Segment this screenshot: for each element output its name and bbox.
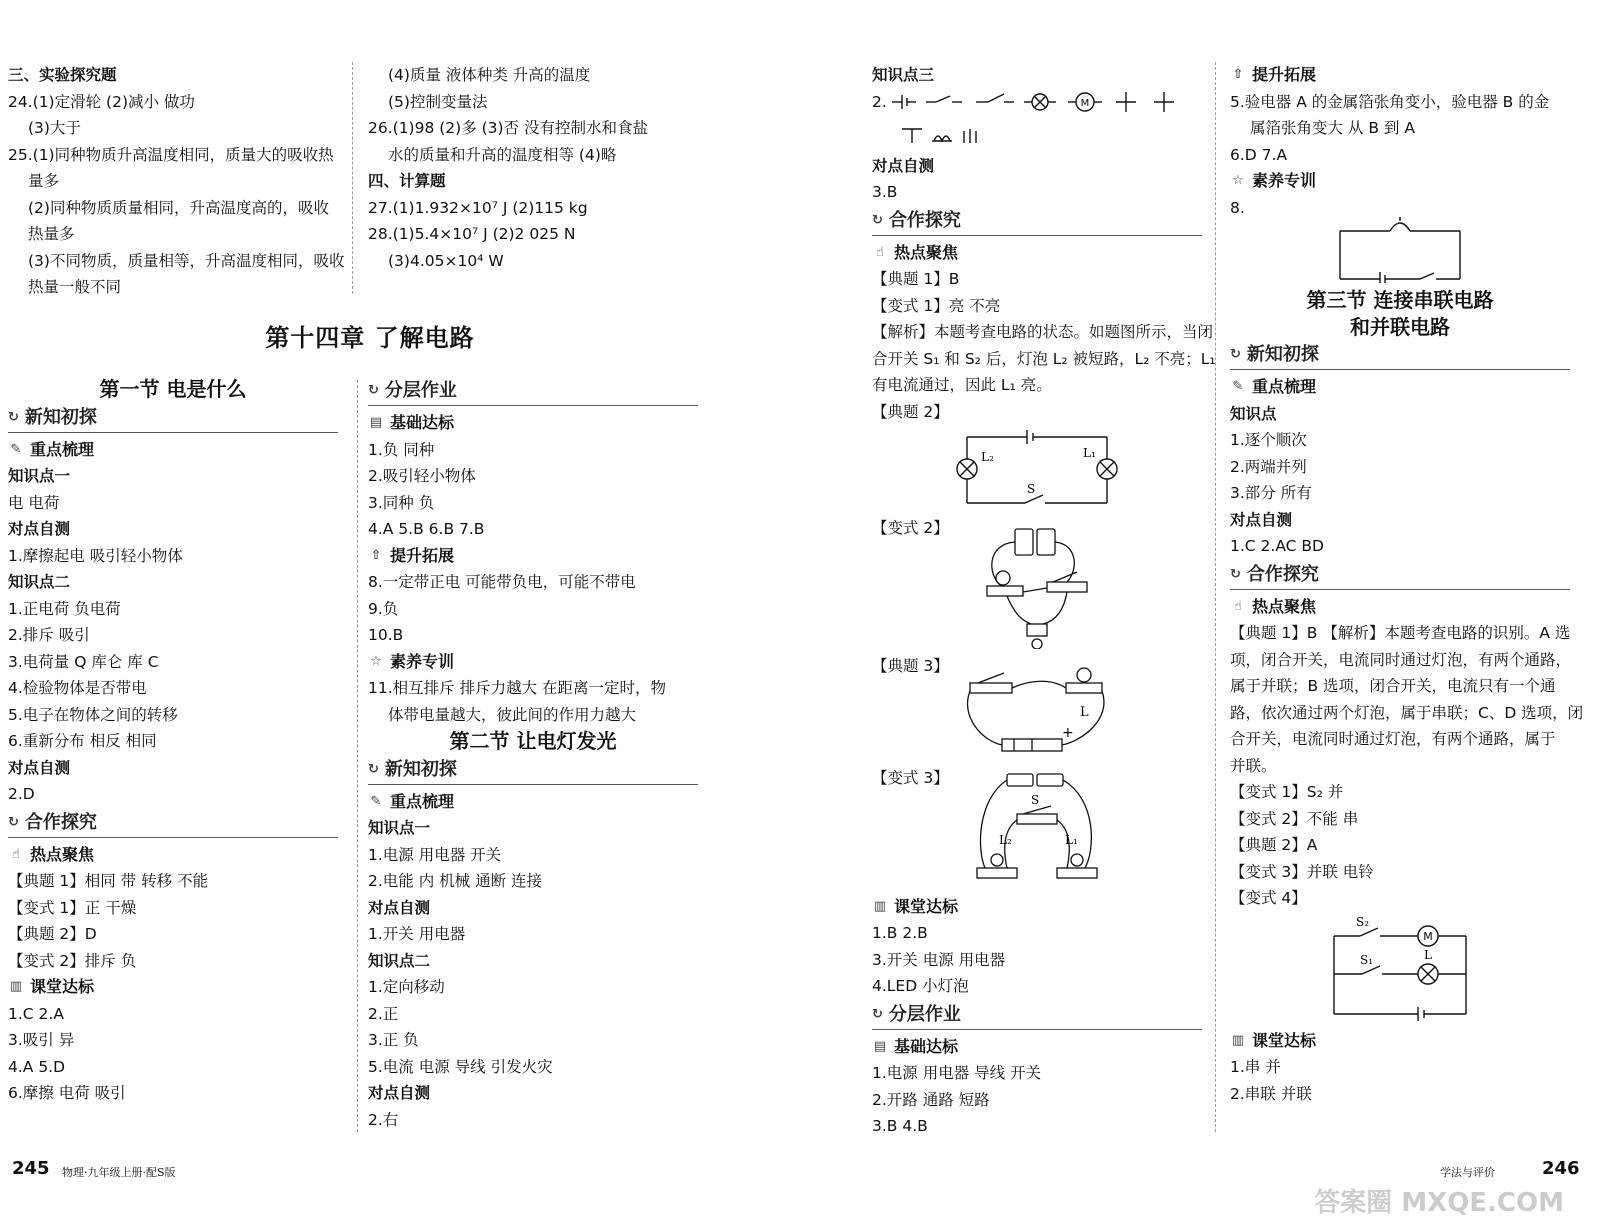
- section-title: 第一节 电是什么: [99, 377, 247, 401]
- text-line: 【变式 1】S₂ 并: [1230, 783, 1344, 801]
- text-line: 【典题 2】D: [8, 925, 97, 943]
- answer-line: 3.B: [872, 183, 898, 201]
- text-line: 【变式 1】正 干燥: [8, 898, 137, 917]
- text-line: 1.电源 用电器 导线 开关: [872, 1064, 1042, 1082]
- text-line: 6.摩擦 电荷 吸引: [8, 1084, 126, 1102]
- text-line: 【典题 1】相同 带 转移 不能: [8, 872, 209, 890]
- page-number: 246: [1542, 1158, 1580, 1179]
- text-block: [872, 1060, 1202, 1140]
- column-divider: [352, 62, 353, 294]
- bell-circuit-diagram: [1330, 217, 1470, 283]
- text-line: 热量多: [28, 225, 75, 243]
- text-line: (4)质量 液体种类 升高的温度: [388, 66, 591, 84]
- text-line: 2.电能 内 机械 通断 连接: [368, 872, 542, 890]
- label-l2: L₂: [999, 832, 1012, 847]
- text-line: 【变式 2】不能 串: [1230, 809, 1359, 828]
- text-line: 属箔张角变大 从 B 到 A: [1250, 119, 1415, 137]
- item-number: 2.: [872, 92, 887, 111]
- text-line: 热量一般不同: [28, 278, 122, 296]
- text-line: 1.串 并: [1230, 1058, 1281, 1076]
- text-line: 【变式 3】并联 电铃: [1230, 862, 1374, 881]
- text-line: 对点自测: [1230, 510, 1293, 529]
- text-line: 6.D 7.A: [1230, 145, 1288, 164]
- kp-heading: 知识点三: [872, 66, 935, 84]
- subheader-label: 提升拓展: [390, 545, 455, 565]
- label-l1: L₁: [1065, 832, 1078, 847]
- label-l2: L₂: [981, 450, 994, 464]
- text-line: (3)大于: [28, 119, 81, 137]
- text-line: 有电流通过，因此 L₁ 亮。: [872, 376, 1052, 394]
- subheader-label: 重点梳理: [390, 791, 455, 811]
- physical-circuit-bianshi2: [967, 524, 1107, 649]
- section-header: [872, 208, 1202, 236]
- symbol-row: [872, 89, 1202, 153]
- text-line: 27.(1)1.932×10⁷ J (2)115 kg: [368, 198, 588, 217]
- subheader: [8, 437, 338, 464]
- text-line: 4.A 5.D: [8, 1057, 66, 1076]
- label-s: S: [1031, 792, 1040, 807]
- text-line: 【典题 1】B: [872, 270, 960, 288]
- arrow-icon: ↻: [368, 761, 379, 777]
- subheader-label: 基础达标: [390, 413, 455, 432]
- text-line: 合开关，电流同时通过灯泡，有两个通路，属于: [1230, 730, 1556, 748]
- text-block: [8, 1001, 338, 1107]
- text-line: 2.开路 通路 短路: [872, 1090, 990, 1109]
- label-s: S: [1027, 482, 1036, 496]
- subheader-label: 提升拓展: [1252, 65, 1317, 84]
- label-l: L: [1424, 947, 1432, 962]
- book-icon: ▥: [873, 898, 887, 914]
- text-block: [8, 463, 338, 808]
- column-divider: [1215, 62, 1216, 1132]
- subheader: [8, 974, 338, 1001]
- header-label: 分层作业: [384, 380, 457, 402]
- label-l: L: [1080, 705, 1089, 720]
- text-line: 【变式 4】: [1230, 889, 1307, 907]
- arrow-icon: ↻: [872, 212, 883, 228]
- text-line: 四、计算题: [368, 172, 446, 190]
- text-line: 10.B: [368, 626, 404, 644]
- circuit-symbols: [892, 89, 1202, 153]
- subheader-label: 素养专训: [1252, 171, 1317, 190]
- text-line: 3.开关 电源 用电器: [872, 950, 1006, 969]
- text-line: 4.LED 小灯泡: [872, 977, 969, 995]
- subheader-label: 课堂达标: [30, 977, 95, 996]
- text-line: 1.正电荷 负电荷: [8, 599, 121, 618]
- left-column-2: [368, 62, 708, 274]
- text-line: 25.(1)同种物质升高温度相同，质量大的吸收热: [8, 145, 334, 164]
- clipboard-icon: ▤: [369, 415, 383, 430]
- text-line: 1.逐个顺次: [1230, 431, 1307, 449]
- item-label: 【变式 3】: [872, 769, 949, 787]
- text-line: (3)不同物质，质量相等，升高温度相同，吸收: [28, 251, 345, 270]
- text-line: 知识点二: [368, 951, 431, 970]
- text-line: 知识点一: [8, 467, 71, 485]
- subheader-label: 课堂达标: [894, 896, 959, 916]
- arrow-icon: ↻: [872, 1006, 883, 1022]
- text-line: 项，闭合开关，电流同时通过灯泡，有两个通路，: [1230, 650, 1572, 669]
- book-icon: ▥: [9, 979, 23, 994]
- text-line: 11.相互排斥 排斥力越大 在距离一定时，物: [368, 679, 667, 697]
- subheader: [368, 649, 698, 676]
- footer-text: 物理·九年级上册·配S版: [62, 1166, 176, 1179]
- column-divider: [357, 380, 358, 1132]
- hand-icon: ☝: [12, 846, 20, 862]
- label-m: M: [1423, 929, 1433, 943]
- text-line: 知识点二: [8, 573, 71, 591]
- subheader-label: 重点梳理: [1252, 377, 1317, 396]
- star-icon: ☆: [1232, 173, 1244, 188]
- text-line: 3.正 负: [368, 1031, 419, 1049]
- text-line: 2.两端并列: [1230, 457, 1307, 476]
- hand-icon: ☝: [876, 244, 884, 260]
- header-label: 新知初探: [384, 758, 457, 780]
- text-line: 量多: [28, 172, 60, 190]
- subheader-label: 重点梳理: [30, 439, 95, 459]
- subheader: [872, 240, 1202, 267]
- text-line: 1.C 2.A: [8, 1004, 64, 1023]
- subheader-label: 基础达标: [894, 1036, 959, 1056]
- arrow-icon: ↻: [8, 409, 19, 425]
- header-label: 分层作业: [888, 1003, 961, 1025]
- watermark: 答案圈 MXQE.COM: [1314, 1188, 1564, 1218]
- text-block: [1230, 620, 1584, 912]
- text-line: 知识点: [1230, 404, 1277, 423]
- subheader: [1230, 168, 1570, 195]
- text-line: 3.电荷量 Q 库仑 库 C: [8, 652, 159, 671]
- left-column-3: [8, 376, 338, 1107]
- text-line: 3.B 4.B: [872, 1117, 928, 1135]
- section-title: 第二节 让电灯发光: [449, 729, 617, 753]
- text-line: 5.验电器 A 的金属箔张角变小，验电器 B 的金: [1230, 92, 1550, 111]
- section-header: [1230, 562, 1570, 590]
- item-label: 【典题 3】: [872, 656, 949, 675]
- text-line: 对点自测: [368, 1084, 431, 1102]
- pen-icon: ✎: [370, 793, 382, 809]
- text-line: 路，依次通过两个灯泡，属于串联；C、D 选项，闭: [1230, 703, 1584, 722]
- text-line: 9.负: [368, 599, 399, 618]
- left-column-1: [8, 62, 348, 301]
- right-column-2: [1230, 62, 1584, 1107]
- arrow-icon: ↻: [8, 814, 19, 830]
- label-s1: S₁: [1360, 952, 1374, 967]
- text-line: 对点自测: [368, 898, 431, 917]
- text-block: [1230, 89, 1570, 169]
- subheader: [8, 842, 338, 869]
- subheader-label: 热点聚焦: [894, 242, 959, 262]
- text-line: 3.吸引 异: [8, 1031, 75, 1049]
- pen-icon: ✎: [1232, 379, 1244, 394]
- text-line: 体带电量越大，彼此间的作用力越大: [388, 705, 637, 724]
- text-line: 【典题 2】: [872, 402, 949, 421]
- subheader: [368, 543, 698, 570]
- item-number: 8.: [1230, 198, 1245, 217]
- clipboard-icon: ▤: [873, 1038, 887, 1054]
- label-s2: S₂: [1356, 914, 1370, 929]
- footer-text: 学法与评价: [1440, 1166, 1495, 1179]
- book-icon: ▥: [1231, 1032, 1245, 1048]
- text-line: 1.B 2.B: [872, 924, 928, 942]
- text-block: [872, 266, 1216, 425]
- text-line: 2.吸引轻小物体: [368, 467, 476, 485]
- section-header: [872, 1002, 1202, 1030]
- subheader: [368, 789, 698, 816]
- subheader-label: 热点聚焦: [30, 844, 95, 864]
- text-line: 6.重新分布 相反 相同: [8, 732, 157, 750]
- subheader-label: 热点聚焦: [1252, 596, 1317, 616]
- page-number: 245: [12, 1158, 50, 1179]
- header-label: 新知初探: [24, 406, 97, 428]
- star-icon: ☆: [370, 653, 382, 669]
- right-column-1: [872, 62, 1216, 1140]
- text-line: 1.开关 用电器: [368, 925, 466, 943]
- physical-circuit-dianti3: [962, 661, 1112, 761]
- text-line: 1.C 2.AC BD: [1230, 537, 1324, 555]
- text-line: 属于并联；B 选项，闭合开关，电流只有一个通: [1230, 677, 1556, 695]
- text-line: 知识点一: [368, 819, 431, 837]
- subheader: [872, 1034, 1202, 1061]
- text-block: [1230, 1054, 1570, 1107]
- text-line: (3)4.05×10⁴ W: [388, 251, 504, 270]
- subheader: [1230, 1028, 1570, 1055]
- text-line: 合开关 S₁ 和 S₂ 后，灯泡 L₂ 被短路，L₂ 不亮；L₁: [872, 349, 1216, 368]
- section-header: [368, 757, 698, 785]
- text-line: 2.右: [368, 1110, 399, 1129]
- text-line: 2.正: [368, 1004, 399, 1023]
- subheader: [368, 410, 698, 437]
- text-block: [368, 569, 698, 649]
- text-line: 1.负 同种: [368, 440, 435, 459]
- subheader: [1230, 594, 1570, 621]
- label-l1: L₁: [1083, 446, 1096, 460]
- text-line: 28.(1)5.4×10⁷ J (2)2 025 N: [368, 225, 576, 243]
- header-label: 合作探究: [888, 209, 961, 231]
- text-line: 3.同种 负: [368, 493, 435, 512]
- text-line: 【变式 2】排斥 负: [8, 951, 137, 970]
- physical-circuit-bianshi3: [967, 770, 1107, 890]
- up-arrow-icon: ⇧: [1232, 67, 1244, 82]
- text-line: 2.D: [8, 785, 35, 803]
- text-line: 【典题 2】A: [1230, 836, 1318, 854]
- text-block: [368, 437, 698, 543]
- subheader: [1230, 62, 1570, 89]
- text-line: 对点自测: [8, 758, 71, 777]
- pen-icon: ✎: [10, 441, 22, 457]
- subheader-label: 课堂达标: [1252, 1030, 1317, 1050]
- text-line: 4.检验物体是否带电: [8, 679, 147, 697]
- item-label: 【变式 2】: [872, 519, 949, 537]
- text-line: 2.排斥 吸引: [8, 626, 90, 644]
- up-arrow-icon: ⇧: [370, 547, 382, 563]
- text-line: (2)同种物质质量相同，升高温度高的，吸收: [28, 198, 329, 217]
- label-plus: +: [1062, 725, 1074, 741]
- arrow-icon: ↻: [1230, 347, 1241, 363]
- text-line: 2.串联 并联: [1230, 1084, 1312, 1103]
- text-line: 5.电流 电源 导线 引发火灾: [368, 1057, 553, 1076]
- text-line: 4.A 5.B 6.B 7.B: [368, 520, 485, 538]
- header-label: 合作探究: [1246, 563, 1319, 585]
- header-label: 新知初探: [1246, 344, 1319, 366]
- text-line: 并联。: [1230, 756, 1277, 775]
- text-line: 【典题 1】B 【解析】本题考查电路的识别。A 选: [1230, 624, 1571, 642]
- subheader: [872, 894, 1202, 921]
- text-line: 1.定向移动: [368, 978, 445, 996]
- circuit-diagram-bianshi4: [1320, 914, 1480, 1024]
- subheader: [1230, 374, 1570, 401]
- circuit-diagram-dianti2: [947, 429, 1127, 511]
- hand-icon: ☝: [1234, 598, 1242, 614]
- subheader-label: 素养专训: [390, 651, 455, 671]
- arrow-icon: ↻: [1230, 566, 1241, 582]
- text-block: [1230, 401, 1570, 560]
- chapter-title: 第十四章 了解电路: [265, 323, 475, 352]
- text-block: [368, 675, 698, 728]
- section-header: [368, 378, 698, 406]
- text-line: 【解析】本题考查电路的状态。如题图所示，当闭: [872, 323, 1214, 341]
- text-line: 电 电荷: [8, 493, 60, 512]
- arrow-icon: ↻: [368, 383, 379, 399]
- text-block: [872, 920, 1202, 1000]
- text-line: 5.电子在物体之间的转移: [8, 705, 178, 724]
- text-line: 8.一定带正电 可能带负电，可能不带电: [368, 573, 636, 591]
- text-block: [368, 815, 698, 1133]
- text-line: 26.(1)98 (2)多 (3)否 没有控制水和食盐: [368, 119, 649, 137]
- text-line: 24.(1)定滑轮 (2)减小 做功: [8, 92, 195, 111]
- header-label: 合作探究: [24, 811, 97, 833]
- section-title: 第三节 连接串联电路: [1306, 288, 1494, 312]
- left-column-4: [368, 376, 698, 1133]
- motor-label: M: [1080, 97, 1090, 109]
- text-line: 三、实验探究题: [8, 66, 117, 84]
- section-title: 和并联电路: [1350, 314, 1450, 339]
- text-line: 1.摩擦起电 吸引轻小物体: [8, 546, 183, 565]
- text-line: 对点自测: [8, 520, 71, 538]
- section-header: [8, 810, 338, 838]
- section-header: [1230, 342, 1570, 370]
- section-header: [8, 405, 338, 433]
- text-block: [8, 868, 338, 974]
- text-line: 3.部分 所有: [1230, 484, 1312, 502]
- text-line: 水的质量和升高的温度相等 (4)略: [388, 145, 617, 164]
- text-line: 1.电源 用电器 开关: [368, 845, 502, 864]
- text-line: 【变式 1】亮 不亮: [872, 296, 1001, 315]
- quiz-heading: 对点自测: [872, 156, 935, 175]
- text-line: (5)控制变量法: [388, 92, 488, 111]
